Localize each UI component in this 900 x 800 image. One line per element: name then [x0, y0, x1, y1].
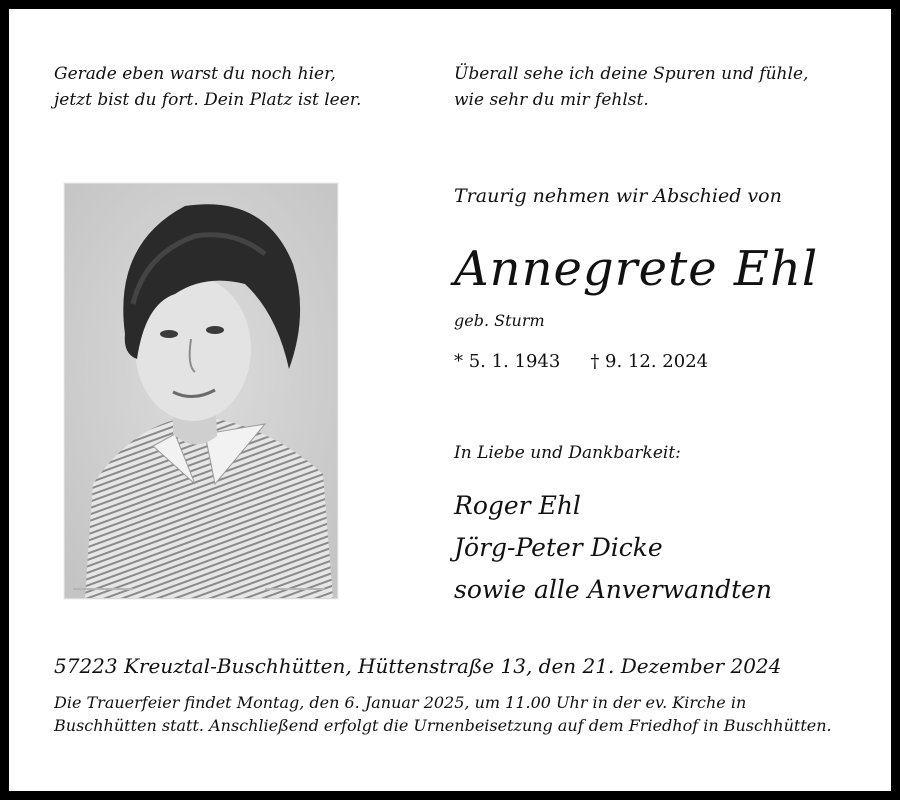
poem-left-line-2: jetzt bist du fort. Dein Platz ist leer.: [54, 90, 362, 110]
death-date: † 9. 12. 2024: [590, 351, 709, 372]
portrait-image: [65, 184, 337, 598]
poem-right: [454, 61, 808, 113]
mourner-3: sowie alle Anverwandten: [454, 575, 773, 604]
poem-left: [54, 61, 361, 113]
farewell-intro: Traurig nehmen wir Abschied von: [454, 185, 782, 207]
portrait-photo: [64, 183, 338, 599]
deceased-name: Annegrete Ehl: [454, 241, 819, 297]
poem-right-line-2: wie sehr du mir fehlst.: [454, 90, 649, 110]
address-line: 57223 Kreuztal-Buschhütten, Hüttenstraße 13, den 21. Dezember 2024: [54, 654, 782, 678]
life-dates: [454, 351, 708, 372]
mourner-2: Jörg-Peter Dicke: [454, 533, 663, 562]
mourners-intro: In Liebe und Dankbarkeit:: [454, 443, 681, 463]
birth-date: * 5. 1. 1943: [454, 351, 561, 372]
poem-right-line-1: Überall sehe ich deine Spuren und fühle,: [454, 64, 809, 84]
birth-name: geb. Sturm: [454, 311, 545, 330]
mourner-1: Roger Ehl: [454, 491, 581, 520]
service-details: Die Trauerfeier findet Montag, den 6. Januar 2025, um 11.00 Uhr in der ev. Kirche in Buschhütten statt. Anschließend erfolgt die Urnenbeisetzung auf dem Friedhof in Buschhütten.: [54, 693, 832, 735]
poem-left-line-1: Gerade eben warst du noch hier,: [54, 64, 336, 84]
mourners-list: [454, 485, 772, 611]
